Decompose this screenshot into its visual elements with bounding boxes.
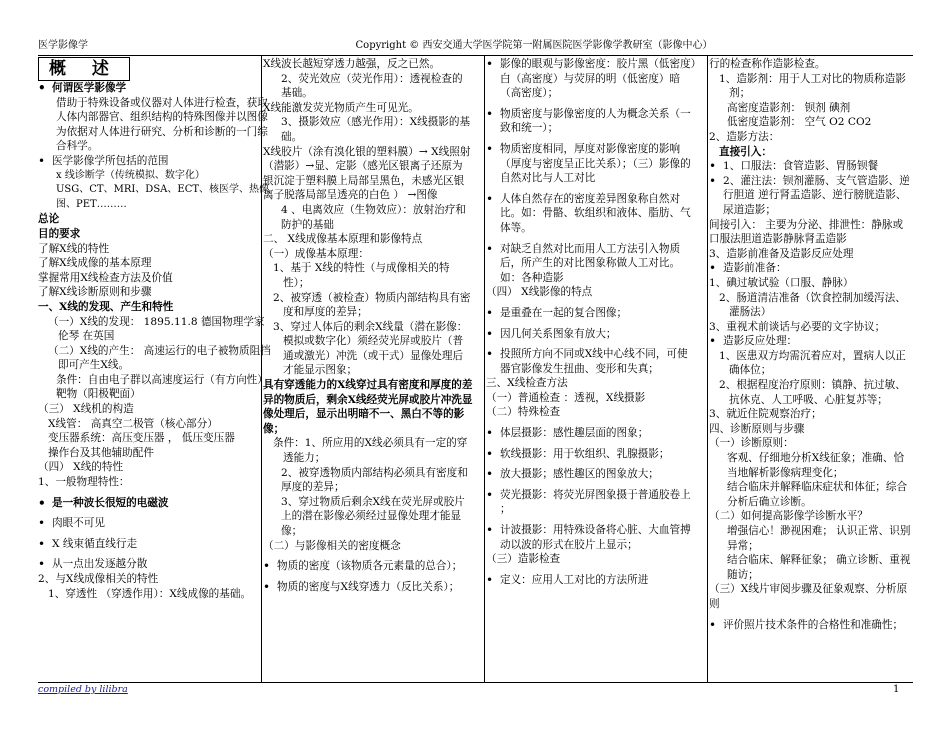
bullet-item: • 因几何关系图象有放大； xyxy=(486,327,697,342)
bullet-item: • X 线束循直线行走 xyxy=(38,537,274,552)
text-line: 3、重视术前谈话与必要的文字协议； xyxy=(709,320,886,333)
bullet-item: • 定义：应用人工对比的方法所进 xyxy=(486,573,697,588)
text-line: 操作台及其他辅助配件 xyxy=(48,446,154,459)
bullet-item: • 物质密度相同，厚度对影像密度的影响（厚度与密度呈正比关系）；（三）影像的自然对比与人工对比 xyxy=(486,142,697,186)
bullet-item: • 是重叠在一起的复合图像； xyxy=(486,306,697,321)
bullet-item: • 肉眼不可见 xyxy=(38,516,274,531)
text-line: 2、被穿透物质内部结构必须具有密度和厚度的差异； xyxy=(281,466,468,494)
header-rule xyxy=(38,55,913,56)
bullet-item: • 医学影像学所包括的范围 xyxy=(38,154,274,169)
bullet-item: • 评价照片技术条件的合格性和准确性； xyxy=(709,618,913,633)
text-line: （一）成像基本原理： xyxy=(263,247,369,260)
bullet-item: • 从一点出发逐越分散 xyxy=(38,557,274,572)
text-line: 3、造影前准备及造影反应处理 xyxy=(709,247,854,260)
bullet-item: • 造影前准备： xyxy=(709,261,913,276)
heading: 直接引入： xyxy=(719,145,772,158)
text-line: 3、就近住院观察治疗； xyxy=(709,408,822,421)
bullet-item: • 物质的密度（该物质各元素量的总合）； xyxy=(263,559,473,574)
text-line: 4 、电离效应（生物效应）：放射治疗和防护的基础 xyxy=(281,203,466,231)
text-line: 2、荧光效应（荧光作用）：透视检查的基础。 xyxy=(281,72,463,100)
bullet-item: • 是一种波长很短的电磁波 xyxy=(38,496,274,511)
text-line: 3、穿过物质后剩余X线在荧光屏或胶片上的潜在影像必须经过显像处理才能显像； xyxy=(281,495,465,537)
text-line: 掌握常用X线检查方法及价值 xyxy=(38,271,173,284)
text-line: 间接引入： 主要为分泌、排泄性：静脉或口服法胆道造影静脉肾盂造影 xyxy=(709,218,904,246)
text-line: （二）如何提高影像学诊断水平？ xyxy=(709,510,868,523)
bullet-item: • 放大摄影；感性趣区的图象放大； xyxy=(486,467,697,482)
footer-rule xyxy=(38,682,913,683)
column-divider xyxy=(484,56,485,682)
text-line: 低密度造影剂： 空气 O2 CO2 xyxy=(727,116,872,129)
bullet-item: • 物质的密度与X线穿透力（反比关系）； xyxy=(263,580,473,595)
heading: 四、诊断原则与步骤 xyxy=(709,422,805,435)
column-divider xyxy=(707,56,708,682)
heading: 二、 X线成像基本原理和影像特点 xyxy=(263,233,423,246)
heading: 目的要求 xyxy=(38,227,81,240)
text-line: （二）与影像相关的密度概念 xyxy=(263,539,401,552)
heading: 总论 xyxy=(38,213,60,226)
text-line: X线管： 高真空二极管（核心部分） xyxy=(48,417,218,430)
text-line: 高密度造影剂： 钡剂 碘剂 xyxy=(727,101,851,114)
column-3 xyxy=(486,57,697,681)
bullet-item: • 荧光摄影：将荧光屏图象摄于普通胶卷上 ； xyxy=(486,488,697,517)
bullet-item: • 物质密度与影像密度的人为概念关系（一致和统一）； xyxy=(486,107,697,136)
bullet-item: • 1、口服法：食管造影、胃肠钡餐 xyxy=(709,159,913,174)
text-line: （一）X线的发现： 1895.11.8 德国物理学家 伦琴 在英国 xyxy=(48,315,265,343)
footer-credit: compiled by lilibra xyxy=(38,684,128,695)
header-left: 医学影像学 xyxy=(38,40,88,51)
text-line: （一）诊断原则： xyxy=(709,437,794,450)
text-line: （二）特殊检查 xyxy=(486,406,561,419)
text-line: 1、一般物理特性： xyxy=(38,476,130,489)
text-line: 1、基于 X线的特性（与成像相关的特性）； xyxy=(273,262,450,289)
column-2 xyxy=(263,57,473,681)
bullet-item: • 对缺乏自然对比而用人工方法引入物质后，所产生的对比图象称做人工对比。如：各种造影 xyxy=(486,242,697,286)
text-line: （四） X线的特性 xyxy=(38,461,124,474)
text-line: 了解X线成像的基本原理 xyxy=(38,257,152,270)
bullet-item: • 投照所方向不同或X线中心线不同，可使器官影像发生扭曲、变形和失真； xyxy=(486,347,697,376)
text-line: 了解X线诊断原则和步骤 xyxy=(38,286,152,299)
text-line: 条件：自由电子群以高速度运行（有方向性） 靶物（阳极靶面） xyxy=(56,373,268,401)
bullet-item: • 体层摄影：感性趣层面的图象； xyxy=(486,426,697,441)
heading: 一、X线的发现、产生和特性 xyxy=(38,300,174,313)
text-line: 2、与X线成像相关的特性 xyxy=(38,573,159,585)
text-line: 2、造影方法： xyxy=(709,130,780,143)
header-copyright: Copyright © 西安交通大学医学院第一附属医院医学影像学教研室（影像中心） xyxy=(355,40,713,51)
text-line: 结合临床、解释征象； 确立诊断、重视随访； xyxy=(727,554,911,581)
paragraph: 借助于特殊设备或仪器对人体进行检查，获取人体内部器官、组织结构的特殊图像并以图像为依据对人体进行研究、分析和诊断的一门综合科学。 xyxy=(56,96,268,153)
text-line: 变压器系统：高压变压器 ， 低压变压器 xyxy=(48,432,235,445)
text-line: 1、造影剂：用于人工对比的物质称造影剂； xyxy=(719,72,906,100)
text-line: 1、穿透性 （穿透作用）：X线成像的基础。 xyxy=(48,587,252,600)
text-line: X线能激发荧光物质产生可见光。 xyxy=(263,101,419,114)
bullet-item: • 造影反应处理： xyxy=(709,334,913,349)
bullet-item: • 人体自然存在的密度差异图象称自然对比。如：骨骼、软组织和液体、脂肪、气体等。 xyxy=(486,192,697,236)
text-line: 3、摄影效应（感光作用）：X线摄影的基础。 xyxy=(281,116,471,143)
text-line: X线胶片（涂有溴化银的塑料膜）→ X线照射（潜影）→显、定影（感光区银离子还原为银沉淀于塑料膜上局部呈黑色，未感光区银离子脱落局部呈透亮的白色 ） →图像 xyxy=(263,145,471,202)
text-line: （四） X线影像的特点 xyxy=(486,286,593,299)
bullet-item: • 计波摄影：用特殊设备将心脏、大血管搏动以波的形式在胶片上显示； xyxy=(486,523,697,552)
text-line: 2、肠道清洁准备（饮食控制加缓泻法、灌肠法） xyxy=(719,291,906,319)
text-line: 结合临床并解释临床症状和体征；综合分析后确立诊断。 xyxy=(727,481,908,508)
page-number: 1 xyxy=(893,684,900,695)
text-line: （一）普通检查 ：透视，X线摄影 xyxy=(486,391,646,404)
text-line: X线波长越短穿透力越强，反之已然。 xyxy=(263,58,441,70)
text-line: 了解X线的特性 xyxy=(38,242,110,255)
column-1 xyxy=(38,57,274,681)
bullet-item: • 影像的眼观与影像密度：胶片黑（低密度）白（高密度）与荧屏的明（低密度）暗（高密度）； xyxy=(486,57,697,101)
text-line: 行的检查称作造影检查。 xyxy=(709,58,826,70)
text-line: 2、被穿透（被检查）物质内部结构具有密度和厚度的差异； xyxy=(273,291,471,319)
text-line: 1、医患双方均需沉着应对，置病人以正确体位； xyxy=(719,349,906,377)
text-line: 条件：1、所应用的X线必须具有一定的穿透能力； xyxy=(273,437,468,465)
section-title: 概 述 xyxy=(38,57,130,81)
bullet-item: • 软线摄影：用于软组织、乳腺摄影； xyxy=(486,447,697,462)
text-line: USG、CT、MRI、DSA、ECT、核医学、热像图、PET……… xyxy=(56,184,270,210)
text-line: 3、穿过人体后的剩余X线量（潜在影像：模拟或数字化）须经荧光屏或胶片（普通或激光）冲洗（或干式）显像处理后才能显示图象； xyxy=(273,320,468,377)
text-line: 1、碘过敏试验（口服、静脉） xyxy=(709,276,854,289)
emphasis-paragraph: 具有穿透能力的X线穿过具有密度和厚度的差异的物质后，剩余X线经荧光屏或胶片冲洗显像处理后，显示出明暗不一、黑白不等的影像； xyxy=(263,379,473,435)
column-4 xyxy=(709,57,913,681)
text-line: （三）造影检查 xyxy=(486,553,561,566)
text-line: 增强信心！渺视困难； 认识正常、识别异常； xyxy=(727,525,911,552)
text-line: 2、根据程度治疗原则：镇静、抗过敏、抗休克、人工呼吸、心脏复苏等； xyxy=(719,379,906,406)
bullet-heading: • 何谓医学影像学 xyxy=(38,81,274,96)
text-line: （二）X线的产生： 高速运行的电子被物质阻挡即可产生X线。 xyxy=(48,344,271,372)
text-line: （三）X线片审阅步骤及征象观察、分析原则 xyxy=(709,583,908,610)
text-line: x 线诊断学（传统模拟、数字化） xyxy=(56,169,205,181)
bullet-item: • 2、灌注法：钡剂灌肠、支气管造影、逆行胆道 逆行肾盂造影、逆行膀胱造影、尿道造影； xyxy=(709,174,913,218)
text-line: （三） X线机的构造 xyxy=(38,403,134,416)
text-line: 客观、仔细地分析X线征象；准确、恰当地解析影像病理变化； xyxy=(727,452,905,479)
heading: 三、X线检查方法 xyxy=(486,377,568,390)
